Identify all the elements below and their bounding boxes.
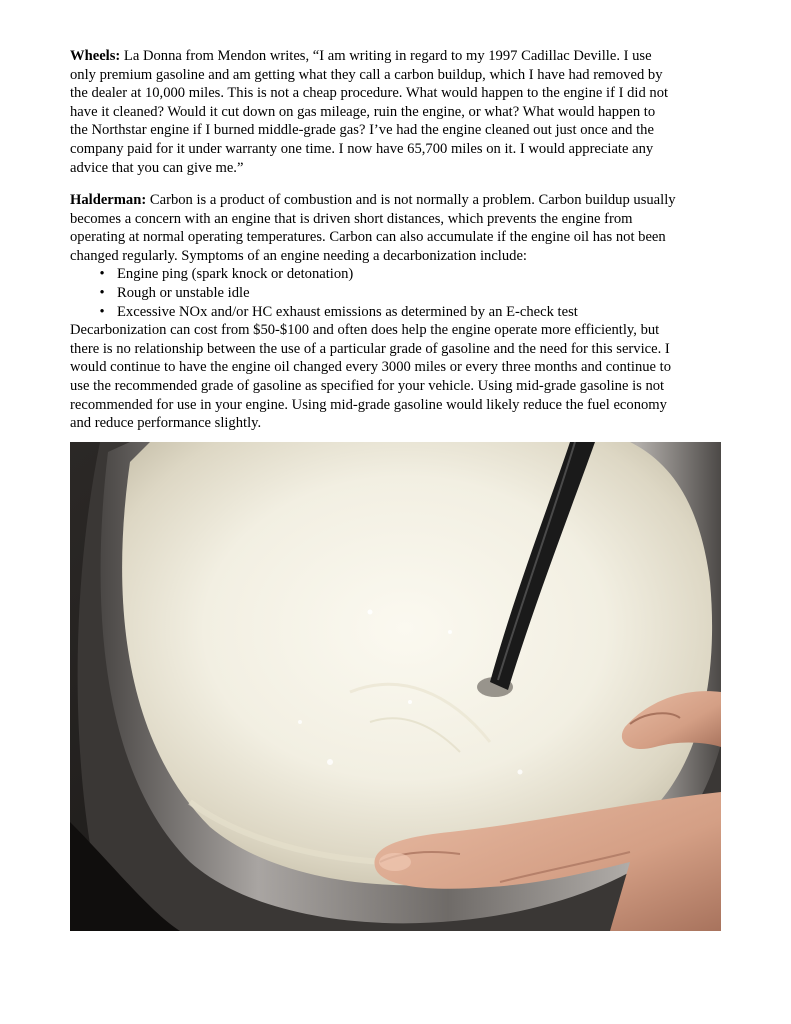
answer-line: recommended for use in your engine. Using mid-grade gasoline would likely reduce the fuel economy [70, 396, 667, 413]
question-label: Wheels: [70, 48, 121, 64]
answer-line: becomes a concern with an engine that is driven short distances, which prevents the engine from [70, 210, 633, 227]
bullet-icon: • [99, 266, 105, 283]
question-line: have it cleaned? Would it cut down on gas mileage, ruin the engine, or what? What would happen to [70, 103, 656, 120]
question-line: only premium gasoline and am getting what they call a carbon buildup, which I have had removed by [70, 66, 663, 83]
answer-line: changed regularly. Symptoms of an engine needing a decarbonization include: [70, 247, 527, 264]
question-line: La Donna from Mendon writes, “I am writing in regard to my 1997 Cadillac Deville. I use [120, 48, 652, 64]
answer-line: operating at normal operating temperatures. Carbon can also accumulate if the engine oil has not been [70, 229, 666, 246]
question-line: company paid for it under warranty one time. I now have 65,700 miles on it. I would appreciate any [70, 140, 654, 157]
answer-line: there is no relationship between the use of a particular grade of gasoline and the need for this service. I [70, 340, 670, 357]
list-item: • Engine ping (spark knock or detonation) [70, 265, 730, 284]
list-item: • Excessive NOx and/or HC exhaust emissions as determined by an E-check test [70, 303, 730, 322]
list-item: • Rough or unstable idle [70, 284, 730, 303]
bullet-icon: • [99, 284, 105, 301]
answer-label: Halderman: [70, 192, 147, 208]
answer-line: and reduce performance slightly. [70, 415, 262, 432]
question-line: the dealer at 10,000 miles. This is not a cheap procedure. What would happen to the engine if I did not [70, 85, 669, 102]
answer-line: Decarbonization can cost from $50-$100 and often does help the engine operate more efficiently, but [70, 322, 660, 339]
bullet-icon: • [99, 303, 105, 320]
answer-line: Carbon is a product of combustion and is not normally a problem. Carbon buildup usually [146, 192, 676, 208]
symptom-list [70, 265, 730, 321]
answer-line: use the recommended grade of gasoline as specified for your vehicle. Using mid-grade gasoline is not [70, 377, 665, 394]
answer-paragraph [70, 191, 730, 433]
photo-illustration [70, 442, 721, 931]
question-line: the Northstar engine if I burned middle-grade gas? I’ve had the engine cleaned out just once and the [70, 122, 654, 139]
photo-stirring-fluid [70, 442, 721, 931]
question-paragraph [70, 47, 730, 177]
question-line: advice that you can give me.” [70, 159, 244, 176]
answer-line: would continue to have the engine oil changed every 3000 miles or every three months and continue to [70, 359, 672, 376]
